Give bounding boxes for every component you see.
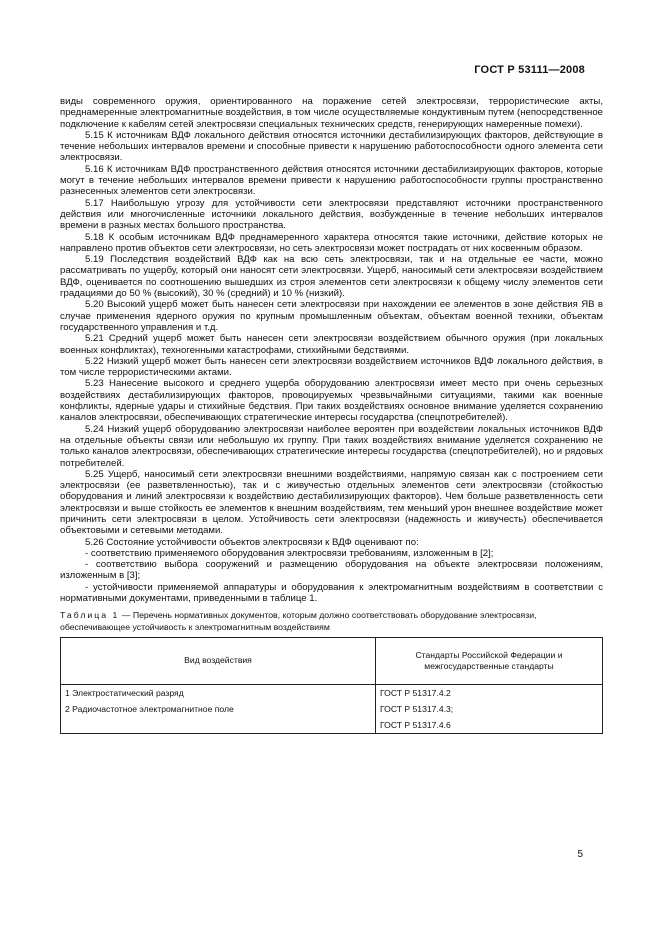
cell-standards: ГОСТ Р 51317.4.2: [376, 684, 603, 701]
paragraph-5-24: 5.24 Низкий ущерб оборудованию электросвязи наиболее вероятен при воздействии локальных источников ВДФ на отдельные объекты связи или небольшую их группу. При таких воздействиях внимание уделяется сохранению не только каналов электросвязи, обеспечивающих стратегические интересы государства (спецпотребителей), но и рядовых потребителей.: [60, 423, 603, 469]
paragraph-5-19: 5.19 Последствия воздействий ВДФ как на всю сеть электросвязи, так и на отдельные ее части, можно рассматривать по ущербу, который они наносят сети электросвязи. Ущерб, наносимый сети электросвязи воздействием ВДФ, оценивается по соотношению вышедших из строя элементов сети электросвязи к общему числу элементов сети градациями до 50 % (высокий), 30 % (средний) и 10 % (низкий).: [60, 254, 603, 300]
paragraph-5-21: 5.21 Средний ущерб может быть нанесен сети электросвязи воздействием обычного оружия (при локальных военных конфликтах), техногенными катастрофами, стихийными бедствиями.: [60, 333, 603, 356]
cell-standards: ГОСТ Р 51317.4.6: [376, 717, 603, 734]
standard-header: ГОСТ Р 53111—2008: [474, 64, 585, 76]
table-caption: [60, 610, 603, 632]
paragraph-5-22: 5.22 Низкий ущерб может быть нанесен сети электросвязи воздействием источников ВДФ локального действия, в том числе террористическими актами.: [60, 355, 603, 379]
table-row: [61, 717, 603, 734]
standards-table: [60, 637, 603, 734]
cell-effect: 2 Радиочастотное электромагнитное поле: [61, 701, 376, 717]
cell-effect: 1 Электростатический разряд: [61, 684, 376, 701]
table-row: [61, 701, 603, 717]
paragraph-continuation: виды современного оружия, ориентированного на поражение сетей электросвязи, террористические акты, преднамеренные электромагнитные воздействия, в том числе осуществляемые кондуктивным путем (непосредственное подключение к кабелям сетей электросвязи специальных технических средств, генерирующих намеренные помехи).: [60, 96, 603, 130]
paragraph-5-25: 5.25 Ущерб, наносимый сети электросвязи внешними воздействиями, напрямую связан как с построением сети электросвязи (ее разветвленностью), так и с живучестью отдельных элементов сети электросвязи (стойкостью оборудования и линий электросвязи к воздействию дестабилизирующих факторов). Чем больше разветвленность сети электросвязи и выше стойкость ее элементов к внешним воздействиям, тем меньший урон внешнее воздействие может причинить сети электросвязи в целом. Устойчивость сети электросвязи (надежность и живучесть) обеспечивается объектовыми и сетевыми методами.: [60, 468, 603, 537]
table-row: [61, 684, 603, 701]
table-header-row: [61, 637, 603, 684]
table-caption-text: — Перечень нормативных документов, которым должно соответствовать оборудование электросвязи, обеспечивающее устойчивость к электромагнитным воздействиям: [60, 610, 537, 632]
header-effect: Вид воздействия: [61, 637, 376, 684]
page-number: 5: [577, 849, 583, 860]
paragraph-5-23: 5.23 Нанесение высокого и среднего ущерба оборудованию электросвязи имеет место при очень серьезных воздействиях дестабилизирующих факторов, провоцируемых чрезвычайными ситуациями, такими как военные конфликты, ядерные удары и стихийные бедствия. При таких воздействиях основное внимание уделяется сохранению каналов электросвязи, обеспечивающих стратегические интересы государства (спецпотребителей).: [60, 378, 603, 424]
paragraph-5-17: 5.17 Наибольшую угрозу для устойчивости сети электросвязи представляют источники пространственного действия или многочисленные источники локального действия, возбужденные в течение небольших интервалов времени в разных местах большого пространства.: [60, 197, 603, 232]
list-item-emc: - устойчивости применяемой аппаратуры и оборудования к электромагнитным воздействиям в соответствии с нормативными документами, приведенными в таблице 1.: [60, 581, 603, 605]
table-caption-label: Таблица 1: [60, 610, 120, 621]
paragraph-5-20: 5.20 Высокий ущерб может быть нанесен сети электросвязи при нахождении ее элементов в зоне действия ЯВ в случае применения ядерного оружия по крупным промышленным объектам, объектам военной техники, объектам государственного управления и т.д.: [60, 299, 603, 333]
header-standards: Стандарты Российской Федерации и межгосударственные стандарты: [376, 637, 603, 684]
document-body: [60, 96, 603, 734]
cell-standards: ГОСТ Р 51317.4.3;: [376, 701, 603, 717]
paragraph-5-26: 5.26 Состояние устойчивости объектов электросвязи к ВДФ оценивают по:: [85, 536, 419, 548]
paragraph-5-15: 5.15 К источникам ВДФ локального действия относятся источники дестабилизирующих факторов, действующие в течение небольших интервалов времени и способные привести к нарушению работоспособности одного элемента сети электросвязи.: [60, 129, 603, 164]
paragraph-5-18: 5.18 К особым источникам ВДФ преднамеренного характера относятся такие источники, действие которых не направлено против объектов сети электросвязи, но сеть электросвязи может пострадать от них косвенным образом.: [60, 231, 603, 254]
cell-effect: [61, 717, 376, 734]
paragraph-5-16: 5.16 К источникам ВДФ пространственного действия относятся источники дестабилизирующих факторов, которые могут в течение небольших интервалов времени привести к нарушению работоспособности группы пространственно разнесенных элементов сети электросвязи.: [60, 163, 603, 198]
list-item-requirements: - соответствию применяемого оборудования электросвязи требованиям, изложенным в [2];: [85, 547, 494, 559]
list-item-placement: - соответствию выбора сооружений и размещению оборудования на объекте электросвязи положениям, изложенным в [3];: [60, 559, 603, 582]
